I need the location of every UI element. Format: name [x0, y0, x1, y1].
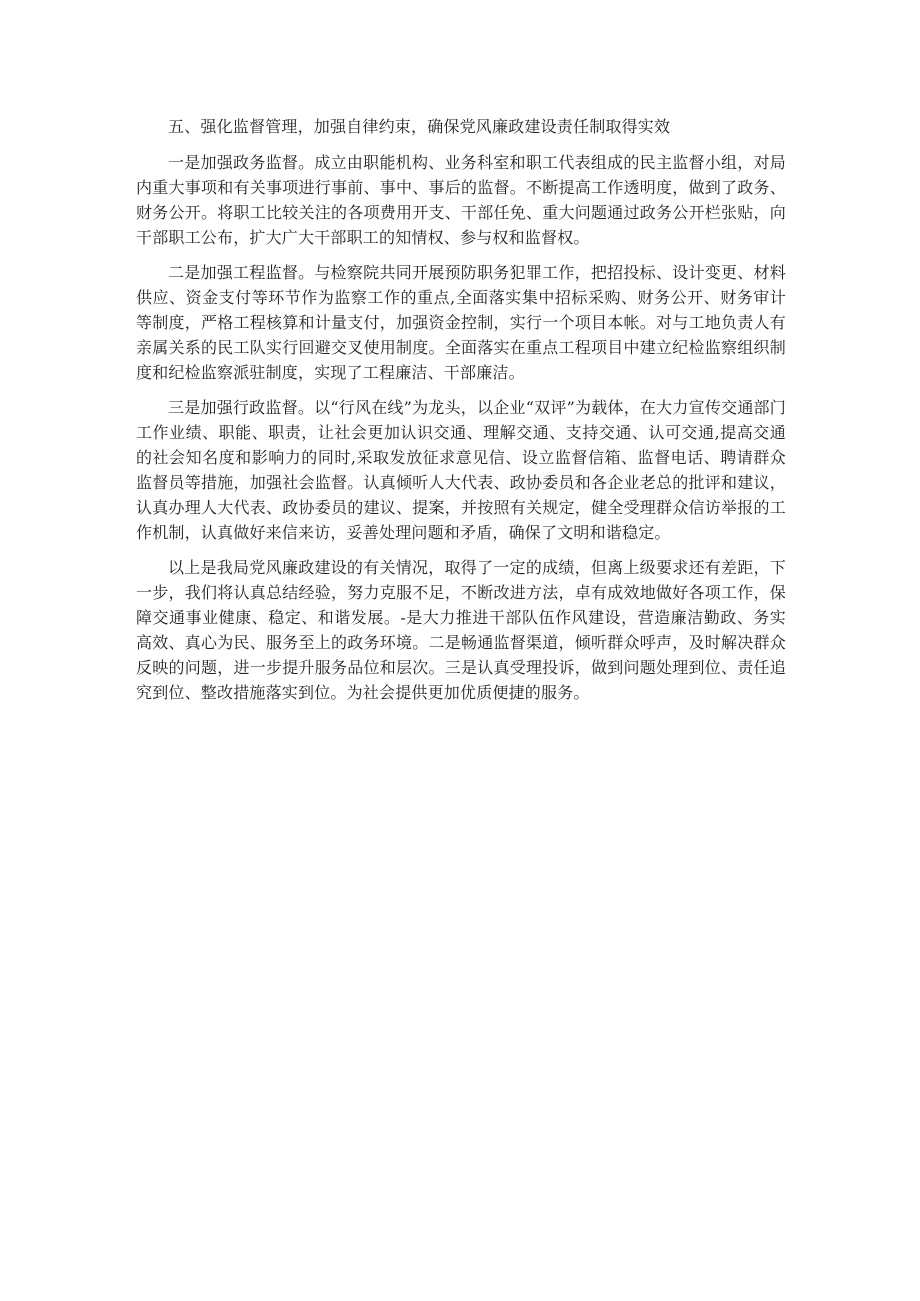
paragraph-administrative-supervision: 三是加强行政监督。以“行风在线”为龙头，以企业“双评”为载体，在大力宣传交通部门工作业绩、职能、职责，让社会更加认识交通、理解交通、支持交通、认可交通,提高交通的社会知名度和影响力的同时,采取发放征求意见信、设立监督信箱、监督电话、聘请群众监督员等措施，加强社会监督。认真倾听人大代表、政协委员和各企业老总的批评和建议，认真办理人大代表、政协委员的建议、提案，并按照有关规定，健全受理群众信访举报的工作机制，认真做好来信来访，妥善处理问题和矛盾，确保了文明和谐稳定。: [136, 398, 786, 542]
document-body: [136, 114, 786, 715]
paragraph-engineering-supervision: 二是加强工程监督。与检察院共同开展预防职务犯罪工作，把招投标、设计变更、材料供应、资金支付等环节作为监察工作的重点,全面落实集中招标采购、财务公开、财务审计等制度，严格工程核算和计量支付，加强资金控制，实行一个项目本帐。对与工地负责人有亲属关系的民工队实行回避交叉使用制度。全面落实在重点工程项目中建立纪检监察组织制度和纪检监察派驻制度，实现了工程廉洁、干部廉洁。: [136, 263, 786, 382]
paragraph-government-supervision: 一是加强政务监督。成立由职能机构、业务科室和职工代表组成的民主监督小组，对局内重大事项和有关事项进行事前、事中、事后的监督。不断提高工作透明度，做到了政务、财务公开。将职工比较关注的各项费用开支、干部任免、重大问题通过政务公开栏张贴，向干部职工公布，扩大广大干部职工的知情权、参与权和监督权。: [136, 153, 786, 247]
paragraph-summary: 以上是我局党风廉政建设的有关情况，取得了一定的成绩，但离上级要求还有差距，下一步，我们将认真总结经验，努力克服不足，不断改进方法，卓有成效地做好各项工作，保障交通事业健康、稳定、和谐发展。-是大力推进干部队伍作风建设，营造廉洁勤政、务实高效、真心为民、服务至上的政务环境。二是畅通监督渠道，倾听群众呼声，及时解决群众反映的问题，进一步提升服务品位和层次。三是认真受理投诉，做到问题处理到位、责任追究到位、整改措施落实到位。为社会提供更加优质便捷的服务。: [136, 558, 786, 702]
section-heading: 五、强化监督管理，加强自律约束，确保党风廉政建设责任制取得实效: [168, 117, 671, 136]
